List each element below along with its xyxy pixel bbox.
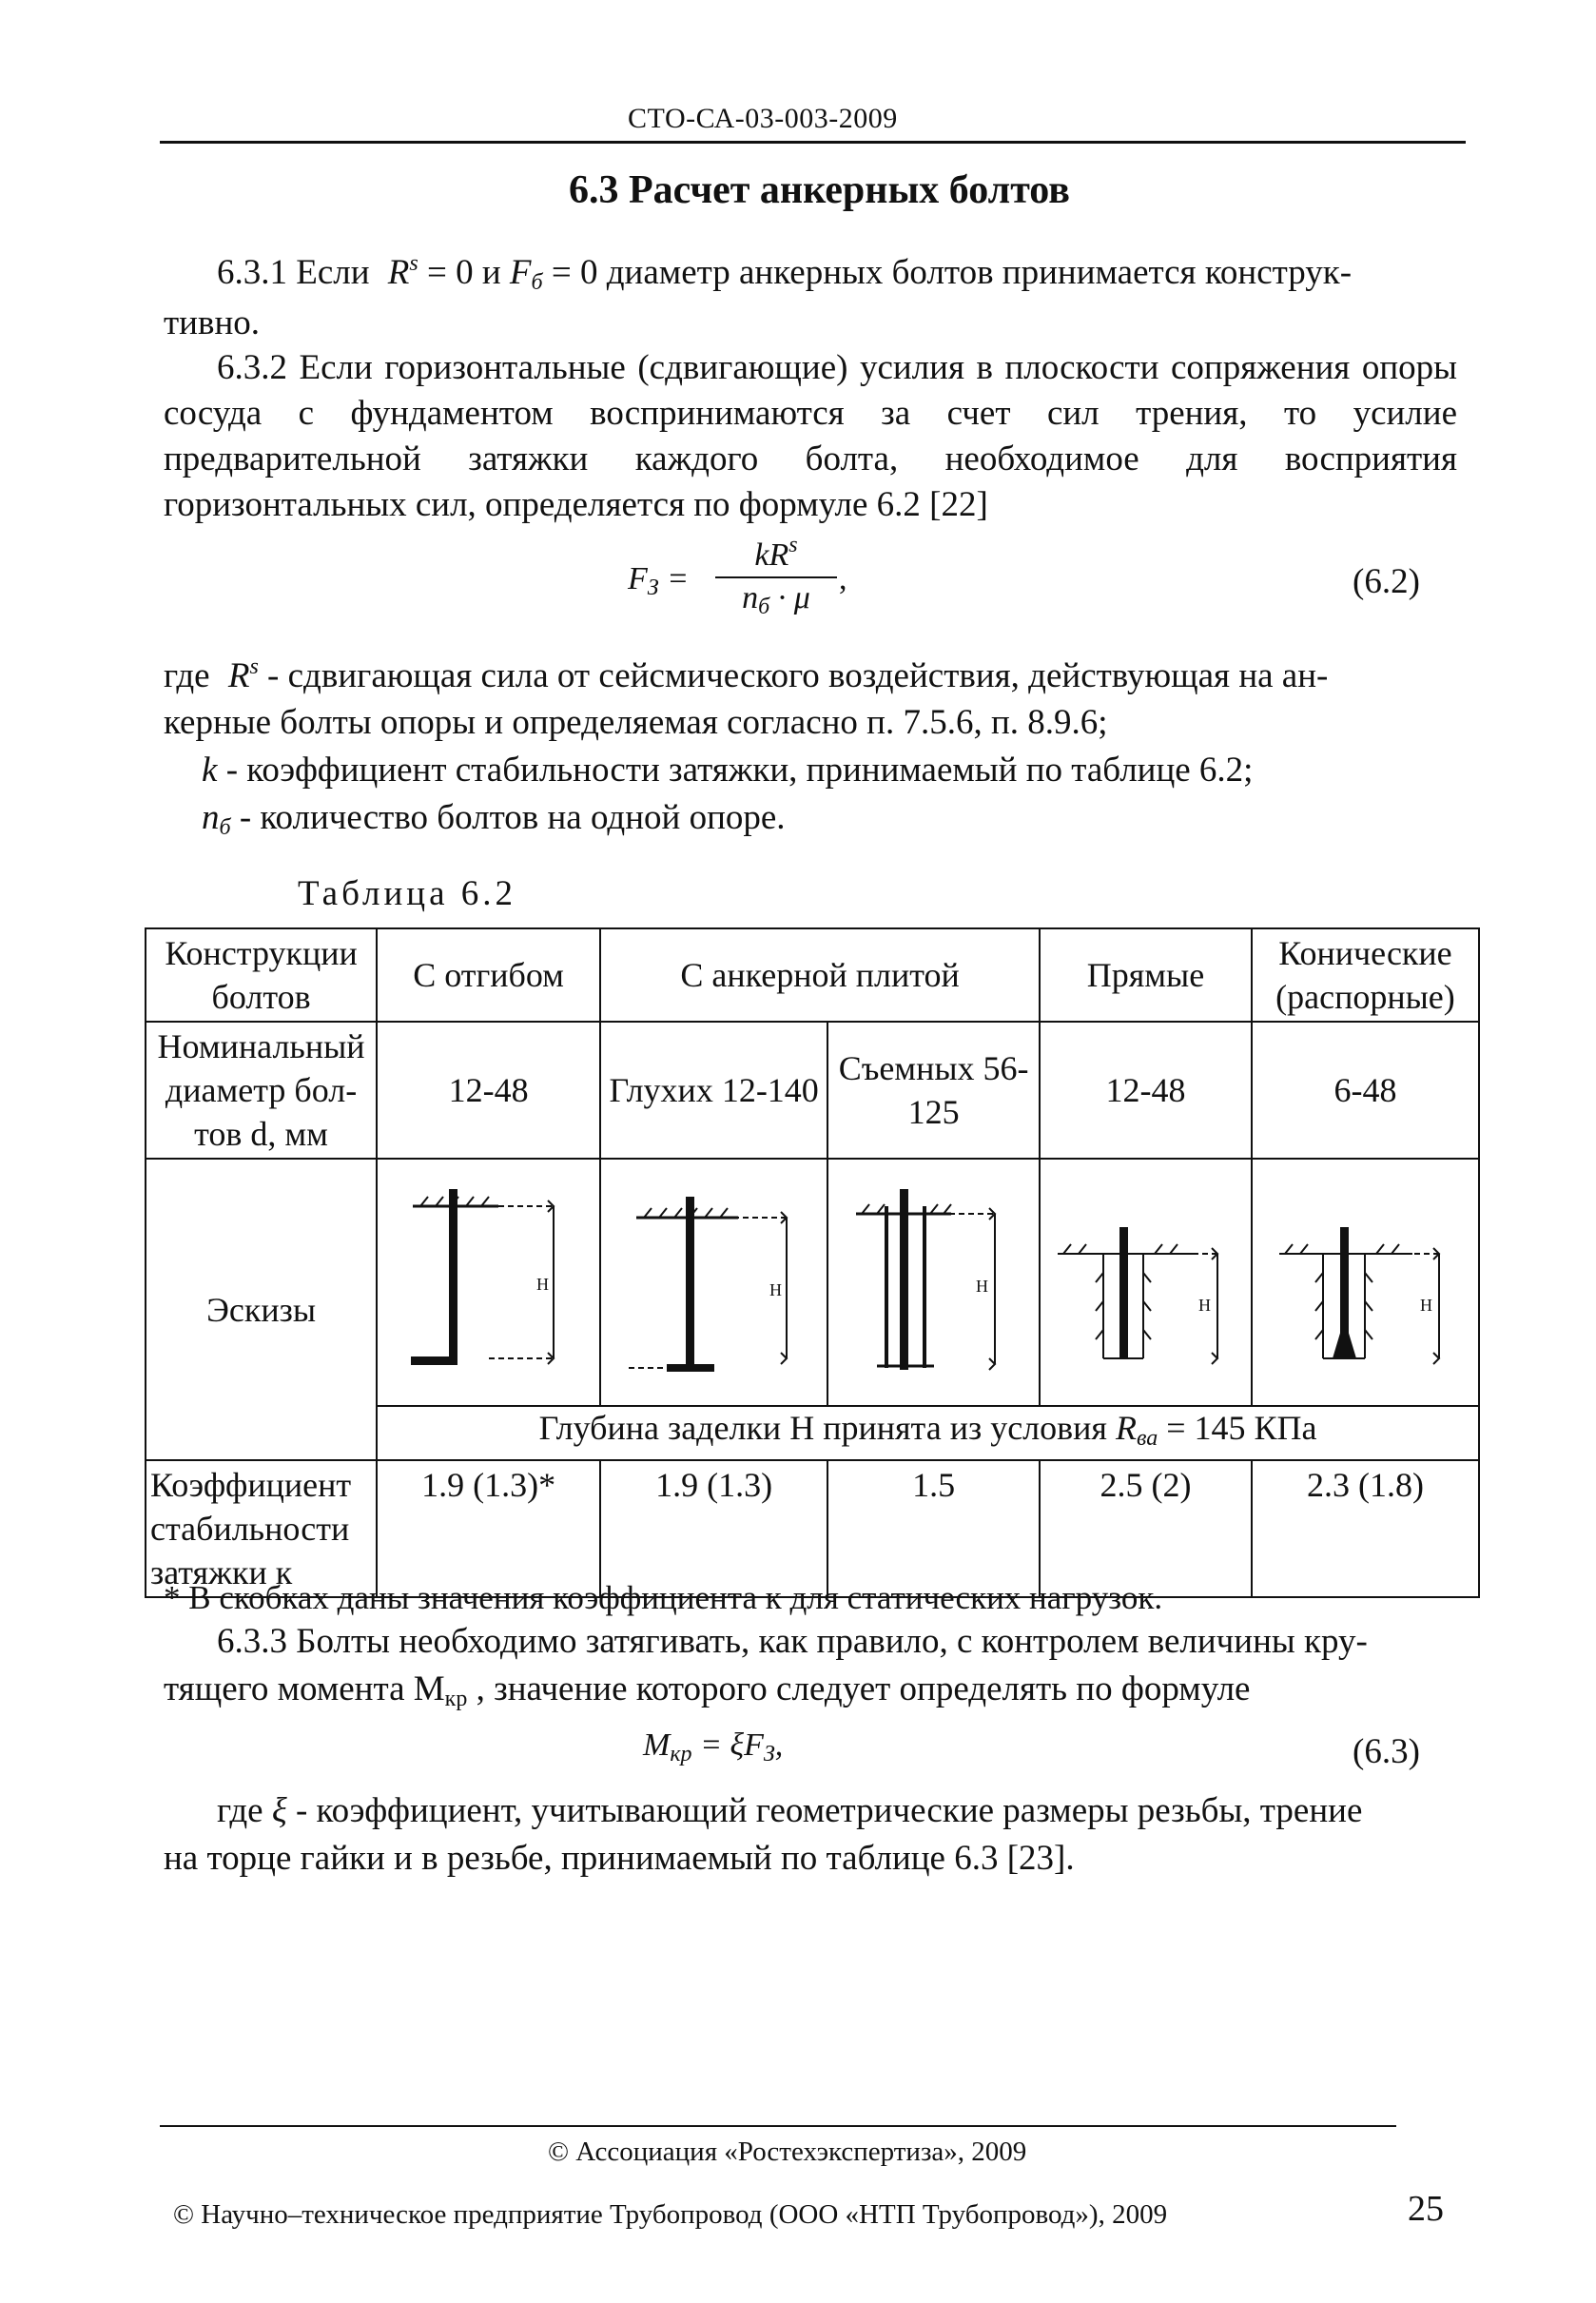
cell-stability-label: Коэффициент стабильности затяжки к bbox=[146, 1460, 377, 1597]
sketch-anchor-plate-blind bbox=[600, 1159, 827, 1406]
table-6-2 bbox=[145, 927, 1480, 1598]
table-row: Конструкции болтов С отгибом С анкерной плитой Прямые Конические (распорные) bbox=[146, 928, 1479, 1022]
footer-association: © Ассоциация «Ростехэкспертиза», 2009 bbox=[548, 2137, 1027, 2167]
formula-number-6-3: (6.3) bbox=[1353, 1732, 1420, 1771]
definition-k: k - коэффициент стабильности затяжки, принимаемый по таблице 6.2; bbox=[202, 751, 1254, 790]
svg-text:H: H bbox=[975, 1276, 988, 1296]
cell-depth-condition: Глубина заделки Н принята из условия $R_{ва} = 145$ КПа bbox=[377, 1406, 1479, 1460]
footer-ntp: © Научно–техническое предприятие Трубопровод (ООО «НТП Трубопровод»), 2009 bbox=[173, 2199, 1168, 2230]
definition-rs-line2: керные болты опоры и определяемая согласно п. 7.5.6, п. 8.9.6; bbox=[164, 703, 1108, 742]
svg-text:H: H bbox=[1198, 1295, 1212, 1315]
sketch-anchor-plate-removable bbox=[827, 1159, 1040, 1406]
document-code: СТО-СА-03-003-2009 bbox=[628, 103, 898, 134]
paragraph-6-3-1-line2: тивно. bbox=[164, 303, 260, 342]
cell-sketches-label: Эскизы bbox=[146, 1159, 377, 1460]
table-row: Коэффициент стабильности затяжки к 1.9 (1.3)* 1.9 (1.3) 1.5 2.5 (2) 2.3 (1.8) bbox=[146, 1460, 1479, 1597]
formula-6-2: $F_З$ = $kR^s$ $n_б \cdot \mu$ , (6.2) bbox=[628, 533, 1420, 619]
svg-text:H: H bbox=[769, 1279, 782, 1299]
sketch-bent-bolt bbox=[377, 1159, 600, 1406]
svg-text:H: H bbox=[1420, 1295, 1433, 1315]
svg-text:H: H bbox=[535, 1274, 549, 1294]
header-rule bbox=[160, 141, 1466, 144]
section-title: 6.3 Расчет анкерных болтов bbox=[569, 168, 1070, 212]
paragraph-6-3-3-line1: 6.3.3 Болты необходимо затягивать, как правило, с контролем величины кру- bbox=[217, 1622, 1368, 1661]
sketch-conical-bolt bbox=[1252, 1159, 1479, 1406]
table-row: Номинальный диаметр бол-тов d, мм 12-48 Глухих 12-140 Съемных 56-125 12-48 6-48 bbox=[146, 1022, 1479, 1159]
paragraph-6-3-2: 6.3.2 Если горизонтальные (сдвигающие) усилия в плоскости сопряжения опоры сосуда с фундаментом воспринимаются за счет сил трения, то усилие предварительной затяжки каждого болта, необходимое для восприятия горизонтальных сил, определяется по формуле 6.2 [22] bbox=[164, 348, 1457, 524]
definition-nb: $n_б$ - количество болтов на одной опоре. bbox=[202, 798, 786, 840]
definition-xi-line1: где ξ - коэффициент, учитывающий геометрические размеры резьбы, трение bbox=[217, 1791, 1363, 1830]
table-caption: Таблица 6.2 bbox=[298, 874, 516, 913]
footer-rule bbox=[160, 2125, 1396, 2127]
paragraph-6-3-3-line2: тящего момента $М_{кр}$ , значение которого следует определять по формуле bbox=[164, 1669, 1251, 1711]
cell-diameter-label: Номинальный диаметр бол-тов d, мм bbox=[146, 1022, 377, 1159]
table-row bbox=[146, 1159, 1479, 1406]
definition-xi-line2: на торце гайки и в резьбе, принимаемый по таблице 6.3 [23]. bbox=[164, 1839, 1075, 1878]
formula-6-3: $M_{кр} = \xi F_З$, (6.3) bbox=[643, 1727, 1420, 1771]
definition-rs-line1: где $R^s$ - сдвигающая сила от сейсмического воздействия, действующая на ан- bbox=[164, 654, 1329, 695]
fraction-bar bbox=[715, 576, 837, 578]
sketch-straight-bolt bbox=[1040, 1159, 1252, 1406]
table-note: * В скобках даны значения коэффициента к для статических нагрузок. bbox=[164, 1579, 1163, 1616]
page-number: 25 bbox=[1408, 2189, 1444, 2229]
paragraph-6-3-1-line1: 6.3.1 Если $R^s = 0$ и $F_б = 0$ диаметр анкерных болтов принимается конструк- bbox=[217, 251, 1353, 295]
formula-number-6-2: (6.2) bbox=[1353, 562, 1420, 601]
cell-bolt-types-label: Конструкции болтов bbox=[146, 928, 377, 1022]
